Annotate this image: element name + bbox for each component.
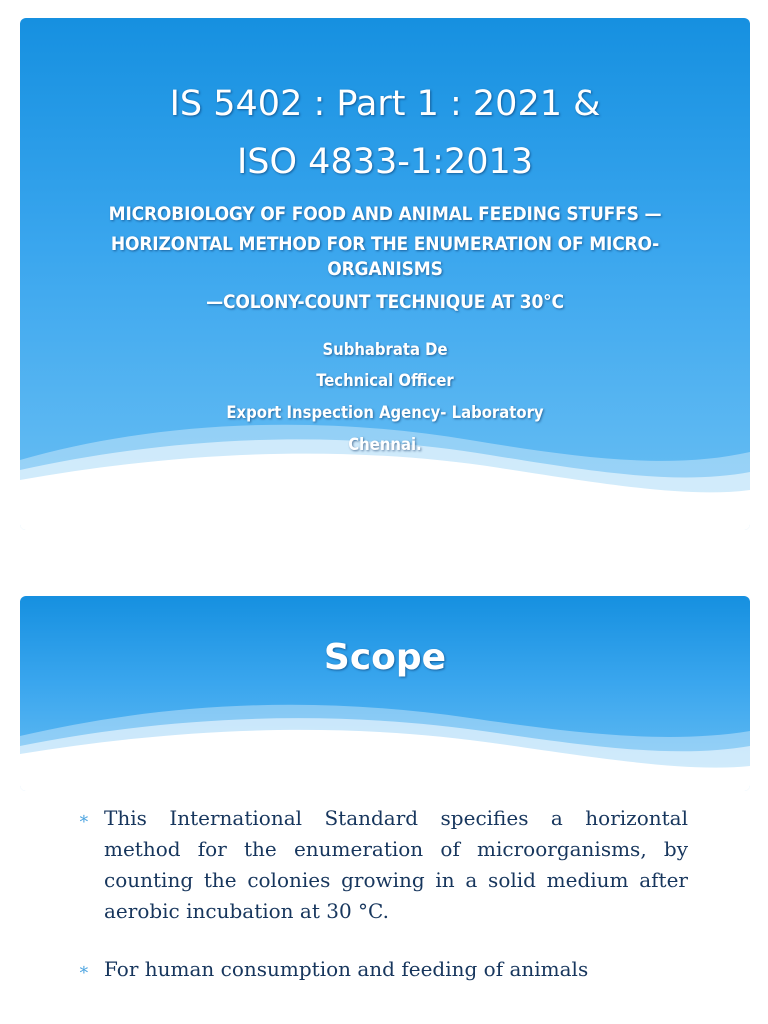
author-role: Technical Officer [316,371,454,390]
bullet-text: This International Standard specifies a horizontal method for the enumeration of microorganisms, by counting the colonies growing in a solid medium after aerobic incubation at 30 °C. [104,806,688,923]
bullet-asterisk-icon: ∗ [78,809,90,829]
title-slide [20,18,750,530]
title-line-2: ISO 4833-1:2013 [236,142,534,182]
list-item [78,954,688,986]
subtitle-line-2: HORIZONTAL METHOD FOR THE ENUMERATION OF MICRO- [110,233,660,255]
scope-bullet-list [78,803,688,986]
subtitle-line-1: MICROBIOLOGY OF FOOD AND ANIMAL FEEDING STUFFS — [108,203,662,225]
scope-title: Scope [323,637,447,678]
subtitle-line-3: ORGANISMS [327,258,443,280]
scope-slide-header [20,596,750,791]
bullet-text: For human consumption and feeding of animals [104,957,589,981]
bullet-asterisk-icon: ∗ [78,960,90,980]
author-name: Subhabrata De [322,340,448,359]
title-line-1: IS 5402 : Part 1 : 2021 & [169,84,601,124]
subtitle-line-4: —COLONY-COUNT TECHNIQUE AT 30°C [206,291,564,313]
slide1-wave-decoration [20,410,750,530]
author-city: Chennai. [348,435,422,454]
author-organization: Export Inspection Agency- Laboratory [226,403,544,422]
list-item [78,803,688,927]
slide2-wave-decoration [20,696,750,791]
